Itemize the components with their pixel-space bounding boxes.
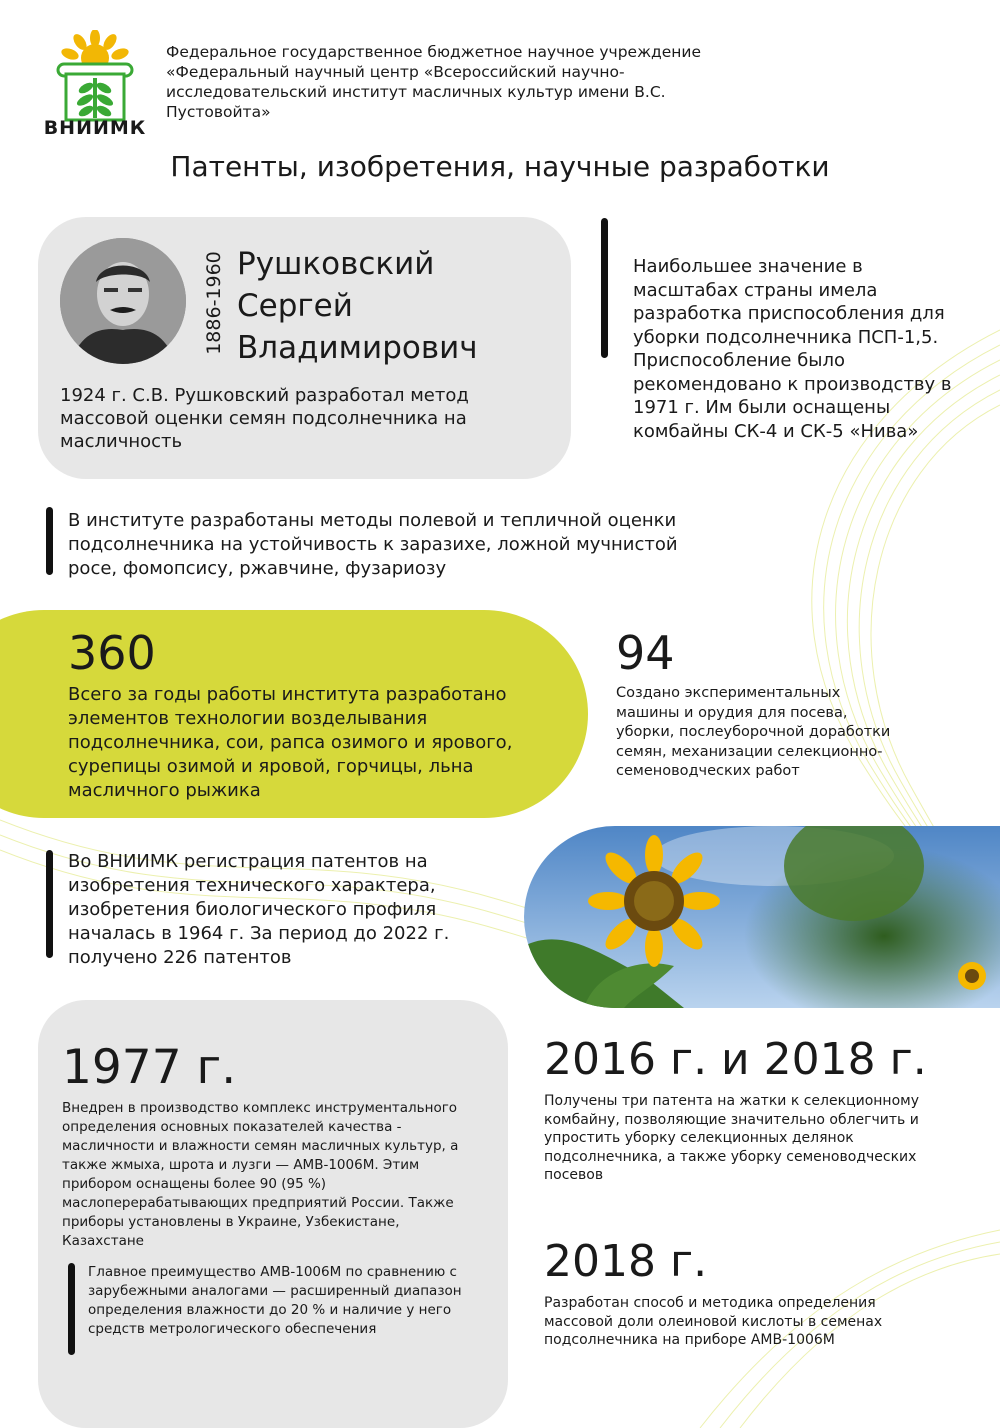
accent-bar bbox=[46, 850, 53, 958]
person-patronymic: Владимирович bbox=[237, 330, 478, 366]
stat-94-description: Создано экспериментальных машины и орудия для посева, уборки, послеуборочной доработки семян, механизации селекционно-семеноводческих работ bbox=[616, 685, 891, 779]
year-2016-2018-description: Получены три патента на жатки к селекционному комбайну, позволяющие значительно облегчить и упростить уборку селекционных делянок подсолнечника, а также уборку семеноводческих посевов bbox=[544, 1093, 919, 1183]
person-surname: Рушковский bbox=[237, 246, 435, 282]
person-first-name: Сергей bbox=[237, 288, 353, 324]
life-years bbox=[196, 238, 232, 368]
year-2018-description: Разработан способ и методика определения массовой доли олеиновой кислоты в семенах подсолнечника на приборе АМВ-1006М bbox=[544, 1295, 883, 1348]
methods-text: В институте разработаны методы полевой и тепличной оценки подсолнечника на устойчивость к заразихе, ложной мучнистой росе, фомопсису, ржавчине, фузариозу bbox=[68, 510, 678, 579]
accent-bar bbox=[68, 1263, 75, 1355]
sunflower-icon bbox=[524, 826, 1000, 1008]
accent-bar bbox=[601, 218, 608, 358]
person-portrait-icon bbox=[60, 238, 186, 364]
patents-text: Во ВНИИМК регистрация патентов на изобретения технического характера, изобретения биологического профиля началась в 1964 г. За период до 2022 г. получено 226 патентов bbox=[68, 851, 450, 968]
stat-94-number: 94 bbox=[616, 626, 675, 680]
page-title: Патенты, изобретения, научные разработки bbox=[170, 150, 830, 183]
life-years-text: 1886-1960 bbox=[203, 251, 225, 355]
year-2016-2018-title: 2016 г. и 2018 г. bbox=[544, 1034, 927, 1085]
portrait-photo bbox=[60, 238, 186, 364]
sunflower-photo bbox=[524, 826, 1000, 1008]
stat-360-description: Всего за годы работы института разработано элементов технологии возделывания подсолнечника, сои, рапса озимого и ярового, сурепицы озимой и яровой, горчицы, льна масличного рыжика bbox=[68, 684, 513, 801]
person-description: 1924 г. С.В. Рушковский разработал метод массовой оценки семян подсолнечника на масличность bbox=[60, 385, 469, 452]
year-1977-title: 1977 г. bbox=[62, 1040, 237, 1095]
accent-bar bbox=[46, 507, 53, 575]
organization-name: Федеральное государственное бюджетное научное учреждение «Федеральный научный центр «Всероссийский научно-исследовательский институт масличных культур имени В.С. Пустовойта» bbox=[166, 43, 702, 121]
stat-360-number: 360 bbox=[68, 626, 156, 680]
amv-advantage-text: Главное преимущество АМВ-1006М по сравнению с зарубежными аналогами — расширенный диапазон определения влажности до 20 % и наличие у него средств метрологического обеспечения bbox=[88, 1264, 462, 1337]
year-1977-description: Внедрен в производство комплекс инструментального определения основных показателей качества - масличности и влажности семян масличных культур, а также жмыха, шрота и лузги — АМВ-1006М. Этим прибором оснащены более 90 (95 %) маслоперерабатывающих предприятий России. Также приборы установлены в Украине, Узбекистане, Казахстане bbox=[62, 1100, 459, 1249]
logo-text: ВНИИМК bbox=[43, 117, 147, 139]
year-2018-title: 2018 г. bbox=[544, 1236, 708, 1287]
harvester-device-text: Наибольшее значение в масштабах страны имела разработка приспособления для уборки подсолнечника ПСП-1,5. Приспособление было рекомендовано к производству в 1971 г. Им были оснащены комбайны СК-4 и СК-5 «Нива» bbox=[633, 256, 952, 442]
